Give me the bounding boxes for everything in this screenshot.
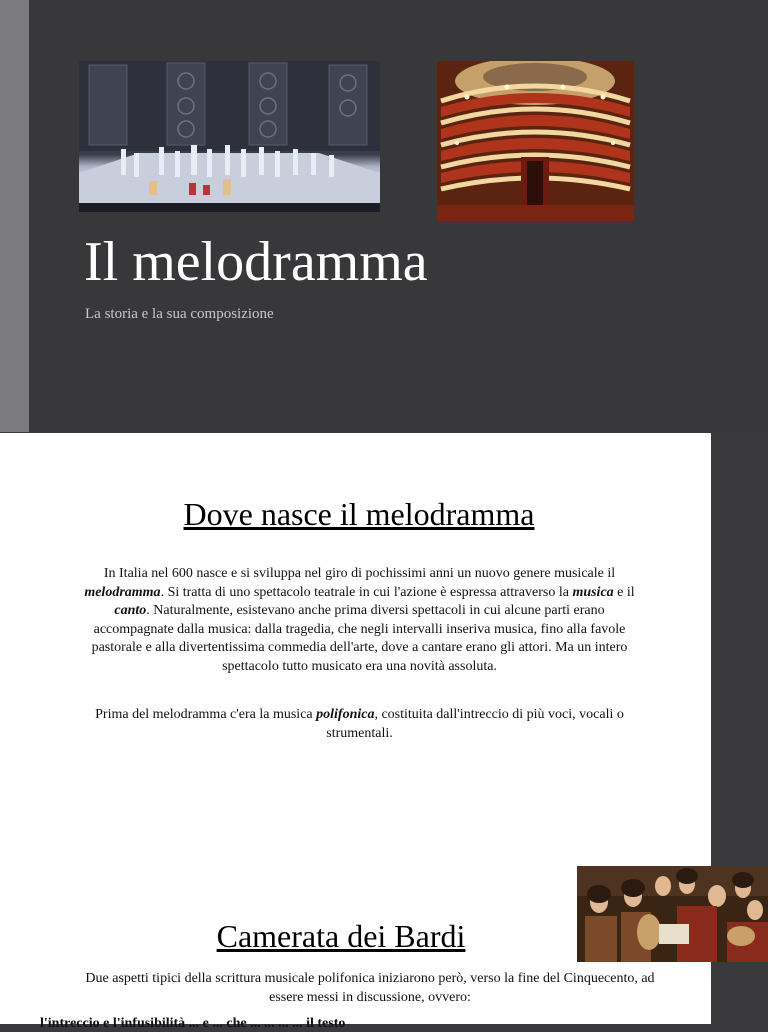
slide-title: Il melodramma bbox=[84, 231, 428, 293]
text-run: , costituita dall'intreccio di più voci, vocali o strumentali. bbox=[326, 707, 624, 741]
opera-house-interior-photo bbox=[437, 61, 634, 221]
emphasized-term: polifonica bbox=[316, 707, 375, 722]
slide-side-strip bbox=[711, 433, 768, 866]
paragraph-origins bbox=[82, 565, 637, 677]
slide-accent-bar bbox=[0, 0, 29, 432]
paragraph-cut-off: l'intreccio e l'infusibilità ... e ... che ... ... ... ... il testo bbox=[40, 1016, 346, 1031]
section-heading-origins: Dove nasce il melodramma bbox=[183, 496, 535, 532]
opera-stage-photo bbox=[79, 61, 380, 212]
text-run: Prima del melodramma c'era la musica bbox=[95, 707, 317, 722]
text-run: e il bbox=[613, 584, 635, 600]
emphasized-term: musica bbox=[572, 584, 614, 600]
text-run: . Naturalmente, esistevano anche prima diversi spettacoli in cui alcune parti erano accompagnate dalla musica: dalla tragedia, che negli intervalli inseriva musica, fino alla favole pastorale e alla divertentissima commedia dell'arte, dove a cantare erano gli attori. Ma un intero spettacolo tutto musicato era una novità assoluta. bbox=[91, 603, 628, 674]
title-slide bbox=[0, 0, 768, 432]
paragraph-polyphony bbox=[82, 706, 637, 743]
text-run: . Si tratta di uno spettacolo teatrale in cui l'azione è espressa attraverso la bbox=[160, 584, 573, 600]
text-run: In Italia nel 600 nasce e si sviluppa nel giro di pochissimi anni un nuovo genere musicale il bbox=[103, 566, 616, 581]
emphasized-term: canto bbox=[114, 603, 147, 619]
section-heading-camerata: Camerata dei Bardi bbox=[216, 918, 466, 954]
paragraph-camerata-intro: Due aspetti tipici della scrittura musicale polifonica iniziarono però, verso la fine del Cinquecento, ad essere messi in discussione, ovvero: bbox=[85, 971, 655, 1005]
emphasized-term: melodramma bbox=[84, 584, 161, 600]
slide-subtitle: La storia e la sua composizione bbox=[85, 306, 274, 322]
